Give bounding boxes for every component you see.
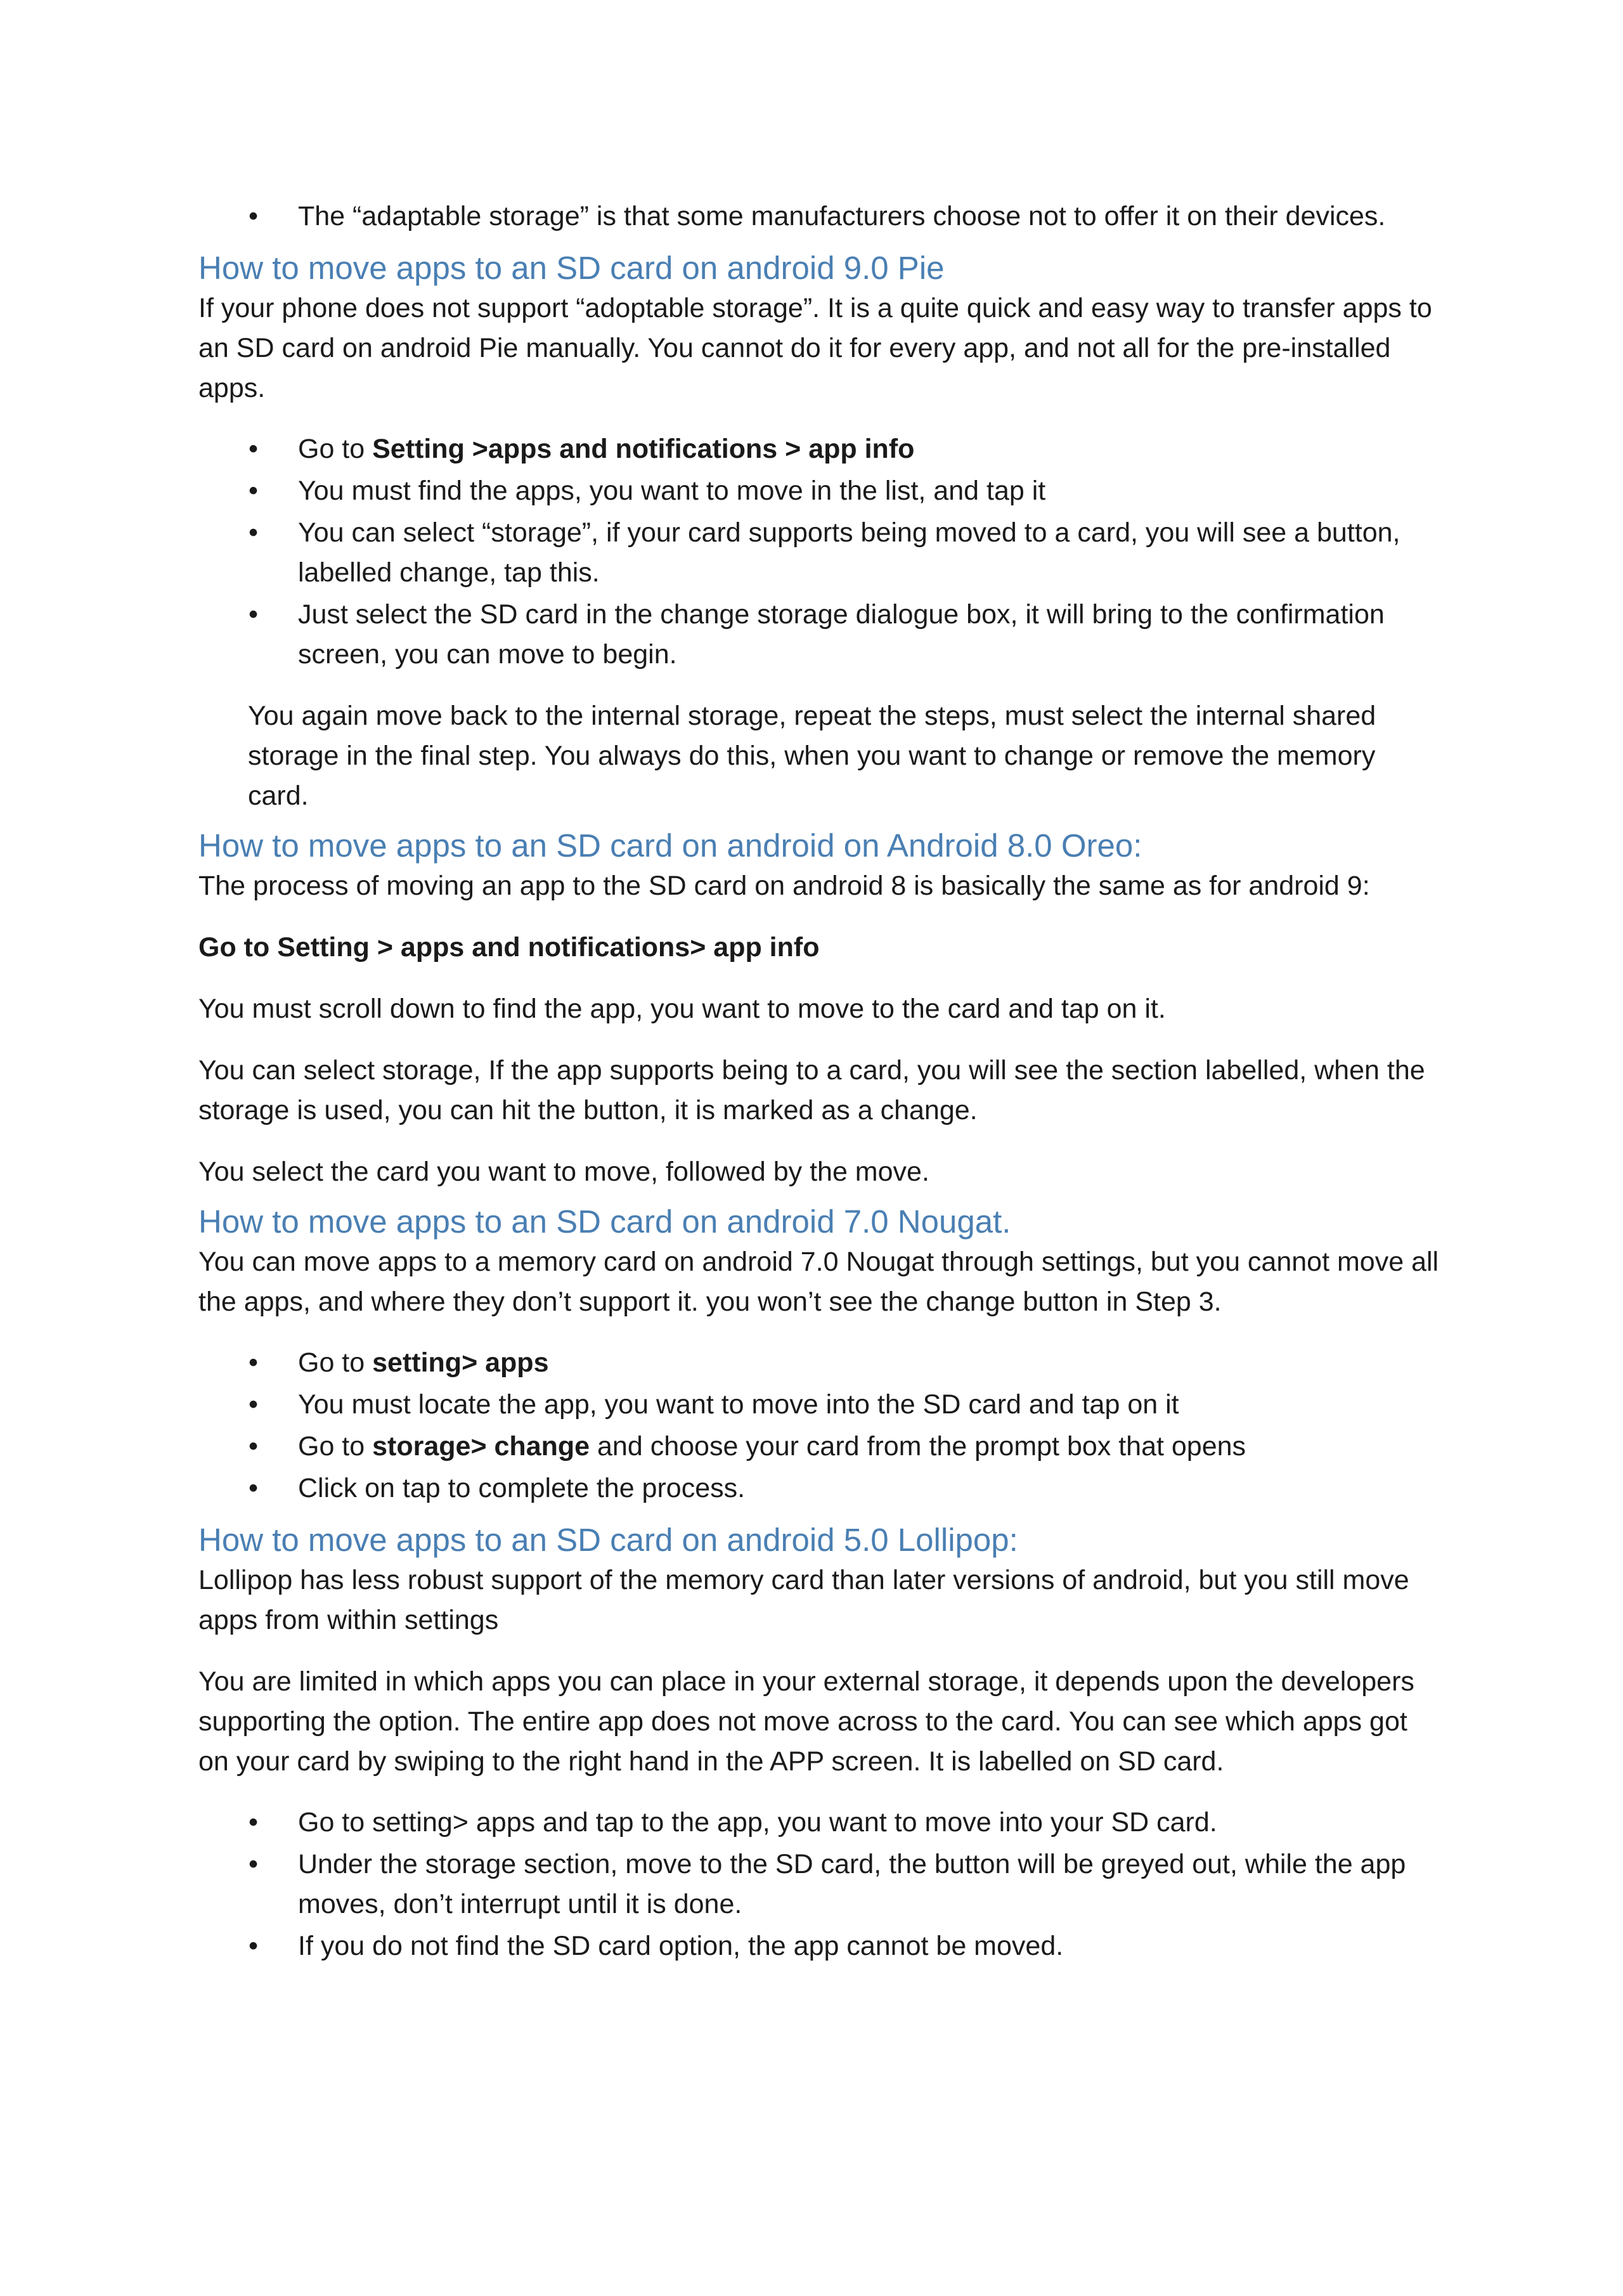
pie-paragraph: If your phone does not support “adoptable storage”. It is a quite quick and easy way to transfer apps to an SD card on android Pie manually. You cannot do it for every app, and not all for the pre-installed apps.: [198, 293, 1432, 403]
lollipop-paragraph-1: Lollipop has less robust support of the memory card than later versions of android, but you still move apps from within settings: [198, 1565, 1409, 1635]
nougat-steps-list: [198, 1343, 1441, 1508]
bullet-icon: •: [249, 1807, 259, 1838]
bullet-icon: •: [249, 517, 259, 548]
list-item: • Click on tap to complete the process.: [198, 1469, 1441, 1508]
bullet-icon: •: [249, 1473, 259, 1503]
list-item: • You can select “storage”, if your card supports being moved to a card, you will see a button, labelled change, tap this.: [198, 513, 1441, 593]
nougat-paragraph: You can move apps to a memory card on android 7.0 Nougat through settings, but you cannot move all the apps, and where they don’t support it. you won’t see the change button in Step 3.: [198, 1247, 1439, 1317]
bullet-icon: •: [249, 1431, 259, 1462]
oreo-paragraph-5: You select the card you want to move, followed by the move.: [198, 1157, 929, 1187]
oreo-paragraph-1: The process of moving an app to the SD card on android 8 is basically the same as for android 9:: [198, 871, 1370, 901]
section-heading-oreo: How to move apps to an SD card on android on Android 8.0 Oreo:: [198, 827, 1142, 864]
list-item: • Under the storage section, move to the SD card, the button will be greyed out, while the app moves, don’t interrupt until it is done.: [198, 1845, 1441, 1924]
lollipop-paragraph-2: You are limited in which apps you can place in your external storage, it depends upon the developers supporting the option. The entire app does not move across to the card. You can see which apps got on your card by swiping to the right hand in the APP screen. It is labelled on SD card.: [198, 1666, 1414, 1777]
list-item: • You must find the apps, you want to move in the list, and tap it: [198, 471, 1441, 511]
pie-steps-list: [198, 429, 1441, 675]
section-heading-nougat: How to move apps to an SD card on android 7.0 Nougat.: [198, 1203, 1011, 1240]
oreo-paragraph-3: You must scroll down to find the app, you want to move to the card and tap on it.: [198, 994, 1166, 1024]
list-item: • If you do not find the SD card option, the app cannot be moved.: [198, 1926, 1441, 1966]
list-item: • Go to storage> change and choose your card from the prompt box that opens: [198, 1427, 1441, 1467]
list-item: • The “adaptable storage” is that some manufacturers choose not to offer it on their devices.: [198, 197, 1441, 237]
list-item: • Go to Setting >apps and notifications > app info: [198, 429, 1441, 469]
bullet-icon: •: [249, 599, 259, 630]
lollipop-steps-list: [198, 1803, 1441, 1966]
document-page: [198, 190, 1441, 1966]
pie-note: You again move back to the internal storage, repeat the steps, must select the internal shared storage in the final step. You always do this, when you want to change or remove the memory card.: [248, 701, 1376, 811]
bullet-icon: •: [249, 201, 259, 231]
bullet-icon: •: [249, 1389, 259, 1420]
bullet-icon: •: [249, 434, 259, 464]
list-item: • Just select the SD card in the change storage dialogue box, it will bring to the confirmation screen, you can move to begin.: [198, 595, 1441, 675]
section-heading-pie: How to move apps to an SD card on android 9.0 Pie: [198, 250, 945, 286]
list-item: • Go to setting> apps: [198, 1343, 1441, 1383]
bullet-icon: •: [249, 1931, 259, 1961]
section-heading-lollipop: How to move apps to an SD card on android 5.0 Lollipop:: [198, 1522, 1018, 1558]
list-item: • Go to setting> apps and tap to the app, you want to move into your SD card.: [198, 1803, 1441, 1843]
oreo-paragraph-4: You can select storage, If the app supports being to a card, you will see the section labelled, when the storage is used, you can hit the button, it is marked as a change.: [198, 1055, 1425, 1125]
intro-bullet-list: [198, 197, 1441, 237]
bullet-icon: •: [249, 1849, 259, 1879]
bullet-icon: •: [249, 1347, 259, 1378]
bullet-icon: •: [249, 476, 259, 506]
list-item: • You must locate the app, you want to move into the SD card and tap on it: [198, 1385, 1441, 1425]
oreo-path: Go to Setting > apps and notifications> app info: [198, 932, 820, 963]
